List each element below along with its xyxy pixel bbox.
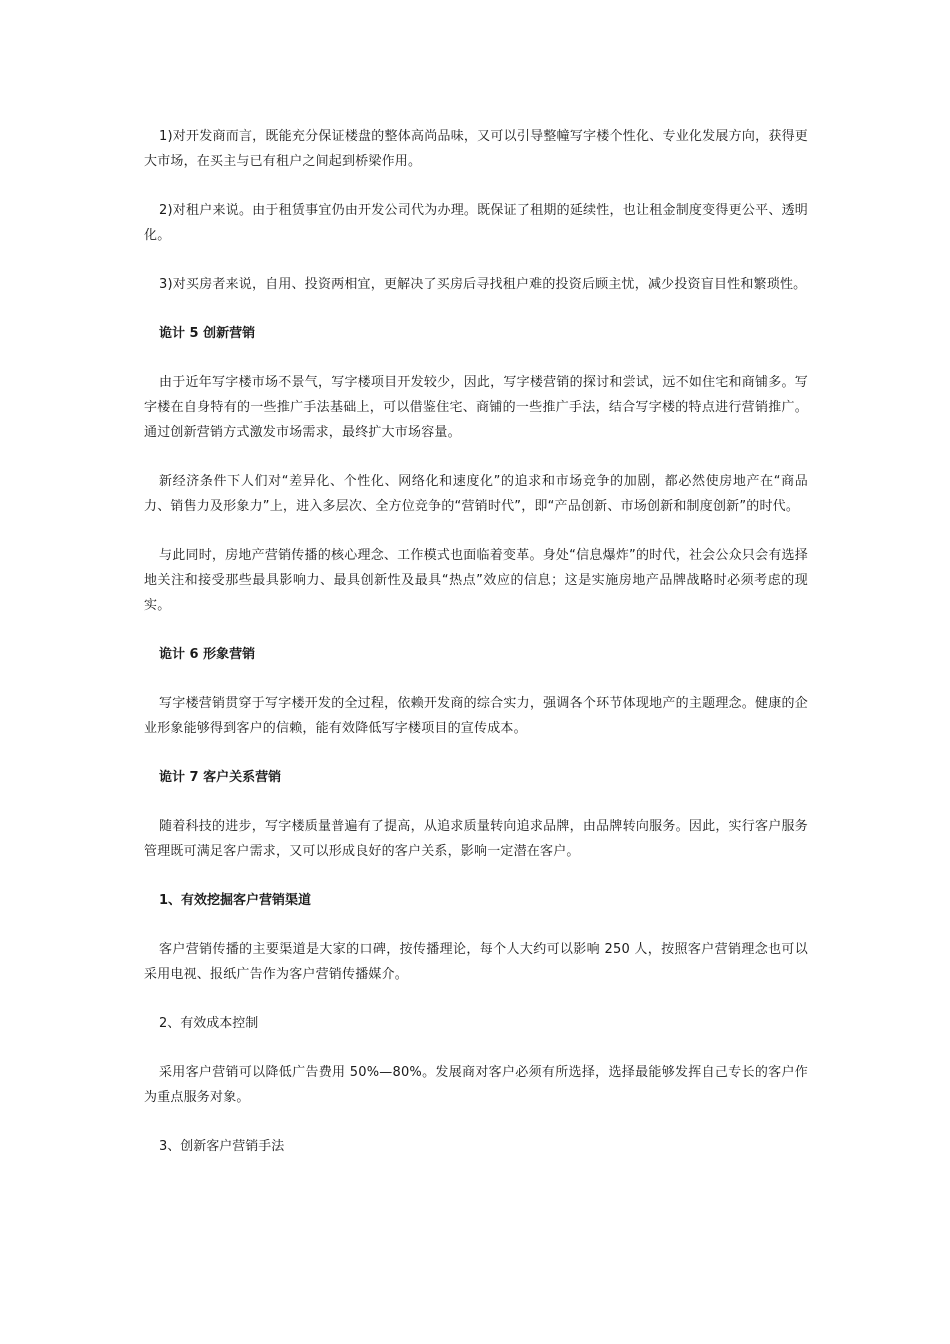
heading-customer-channels: 1、有效挖掘客户营销渠道	[159, 893, 312, 908]
paragraph-communication-change: 与此同时，房地产营销传播的核心理念、工作模式也面临着变革。身处“信息爆炸”的时代，社会公众只会有选择地关注和接受那些最具影响力、最具创新性及最具“热点”效应的信息；这是实施房地产品牌战略时必须考虑的现实。	[144, 548, 808, 613]
heading-innovative-methods: 3、创新客户营销手法	[159, 1139, 285, 1154]
paragraph-tenant-benefit: 2)对租户来说。由于租赁事宜仍由开发公司代为办理。既保证了租期的延续性，也让租金制度变得更公平、透明化。	[144, 203, 808, 243]
paragraph-new-economy: 新经济条件下人们对“差异化、个性化、网络化和速度化”的追求和市场竞争的加剧，都必然使房地产在“商品力、销售力及形象力”上，进入多层次、全方位竞争的“营销时代”，即“产品创新、市场创新和制度创新”的时代。	[144, 474, 808, 514]
paragraph-developer-benefit: 1)对开发商而言，既能充分保证楼盘的整体高尚品味，又可以引导整幢写字楼个性化、专业化发展方向，获得更大市场，在买主与已有租户之间起到桥梁作用。	[144, 129, 808, 169]
paragraph-customer-channels: 客户营销传播的主要渠道是大家的口碑，按传播理论，每个人大约可以影响 250 人，按照客户营销理念也可以采用电视、报纸广告作为客户营销传播媒介。	[144, 942, 808, 982]
heading-cost-control: 2、有效成本控制	[159, 1016, 259, 1031]
paragraph-image-marketing: 写字楼营销贯穿于写字楼开发的全过程，依赖开发商的综合实力，强调各个环节体现地产的主题理念。健康的企业形象能够得到客户的信赖，能有效降低写字楼项目的宣传成本。	[144, 696, 808, 736]
paragraph-innovation-intro: 由于近年写字楼市场不景气，写字楼项目开发较少，因此，写字楼营销的探讨和尝试，远不如住宅和商铺多。写字楼在自身特有的一些推广手法基础上，可以借鉴住宅、商铺的一些推广手法，结合写字楼的特点进行营销推广。通过创新营销方式激发市场需求，最终扩大市场容量。	[144, 375, 808, 440]
paragraph-cost-control: 采用客户营销可以降低广告费用 50%—80%。发展商对客户必须有所选择，选择最能够发挥自己专长的客户作为重点服务对象。	[144, 1065, 808, 1105]
paragraph-buyer-benefit: 3)对买房者来说，自用、投资两相宜，更解决了买房后寻找租户难的投资后顾主忧，减少投资盲目性和繁琐性。	[159, 277, 807, 292]
heading-innovative-marketing: 诡计 5 创新营销	[159, 326, 256, 341]
heading-image-marketing: 诡计 6 形象营销	[159, 647, 256, 662]
heading-customer-relationship: 诡计 7 客户关系营销	[159, 770, 282, 785]
document-body	[144, 124, 808, 1183]
paragraph-customer-relationship: 随着科技的进步，写字楼质量普遍有了提高，从追求质量转向追求品牌，由品牌转向服务。因此，实行客户服务管理既可满足客户需求，又可以形成良好的客户关系，影响一定潜在客户。	[144, 819, 808, 859]
